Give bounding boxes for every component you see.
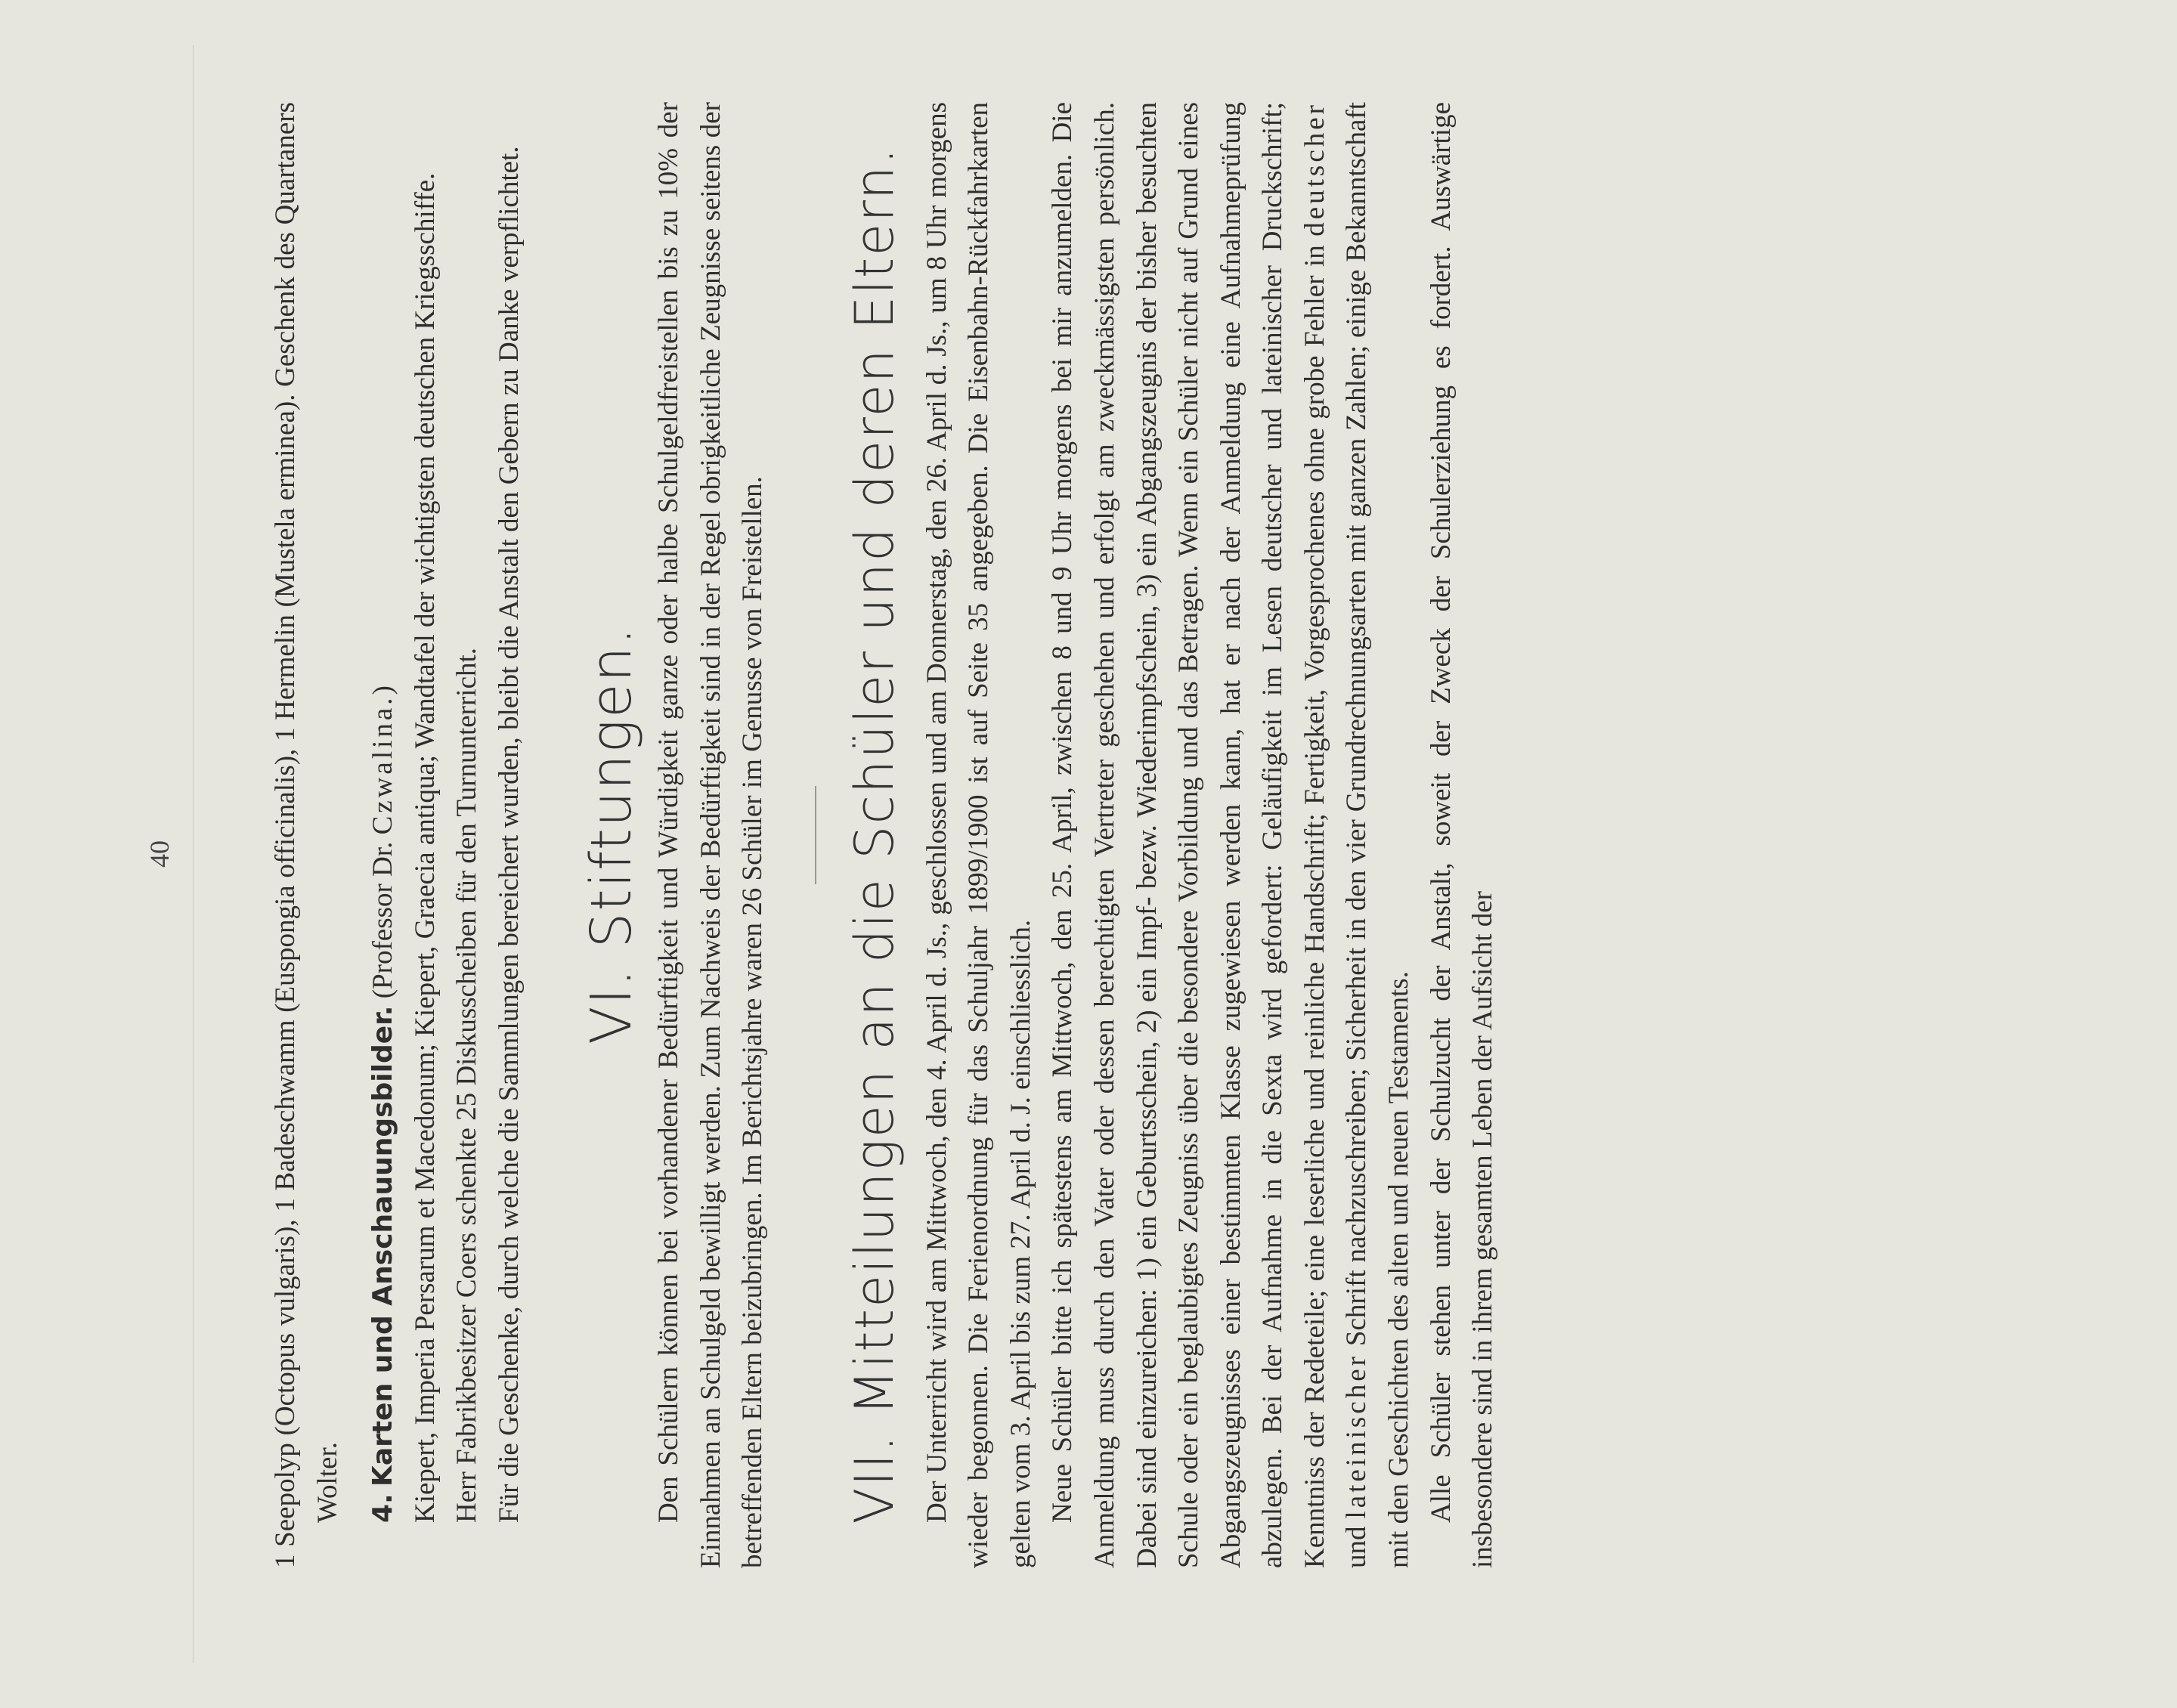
stiftungen-paragraph: Den Schülern können bei vorhandener Bedürftigkeit und Würdigkeit ganze oder halbe Schulgeldfreistellen bis zu 10% der Einnahmen an Schulgeld bewilligt werden. Zum Nachweis der Bedürftigkeit sind in der Regel obrigkeitliche Zeugnisse seitens der betreffenden Eltern beizubringen. Im Berichtsjahre waren 26 Schüler im Genusse von Freistellen. (653, 102, 769, 1568)
maps-paragraph: Kiepert, Imperia Persarum et Macedonum; Kiepert, Graecia antiqua; Wandtafel der wichtigsten deutschen Kriegsschiffe. (409, 172, 441, 1523)
vii-paragraph-2 (1042, 102, 1420, 1568)
page-number: 40 (144, 840, 175, 868)
vii-paragraph-2-part-a: Neue Schüler bitte ich spätestens am Mittwoch, den 25. April, zwischen 8 und 9 Uhr morgens bei mir anzumelden. Die Anmeldung muss durch den Vater oder dessen berechtigten Vertreter geschehen und erfolgt am zweckmässigsten persönlich. Dabei sind einzureichen: 1) ein Geburtsschein, 2) ein Impf- bezw. Wiederimpfschein, 3) ein Abgangszeugnis der bisher besuchten Schule oder ein beglaubigtes Zeugniss über die besondere Vorbildung und das Betragen. Wenn ein Schüler nicht auf Grund eines Abgangszeugnisses einer bestimmten Klasse zugewiesen werden kann, hat er nach der Anmeldung eine Aufnahmeprüfung abzulegen. Bei der Aufnahme in die Sexta wird gefordert: Geläufigkeit im Lesen deutscher und lateinischer Druckschrift; Kenntniss der Redeteile; eine leserliche und reinliche Handschrift; Fertigkeit, Vorgesprochenes ohne grobe Fehler in (1047, 102, 1330, 1568)
spaced-word-deutscher: deutscher (1299, 101, 1330, 237)
professor-label: (Professor Dr. (367, 841, 399, 999)
vii-paragraph-3: Alle Schüler stehen unter der Schulzucht der Anstalt, soweit der Zweck der Schulerziehung es fordert. Auswärtige insbesondere sind in ihrem gesamten Leben der Aufsicht der (1425, 102, 1499, 1568)
collection-paragraph: 1 Seepolyp (Octopus vulgaris), 1 Badeschwamm (Euspongia officinalis), 1 Hermelin (Mustela erminea). Geschenk des Quartaners Wolter. (270, 102, 343, 1568)
vii-paragraph-2-und: und (1341, 1526, 1373, 1568)
subheading-title: Karten und Anschauungsbilder. (367, 1005, 399, 1487)
document-body (265, 102, 1504, 1568)
section-divider (815, 786, 816, 884)
professor-name: Czwalina.) (367, 682, 399, 835)
section-heading-vi: VI. Stiftungen. (578, 626, 644, 1044)
subheading-number: 4. (367, 1493, 399, 1523)
spaced-word-lateinischer: lateinischer (1341, 1354, 1373, 1519)
discus-paragraph: Herr Fabrikbesitzer Coers schenkte 25 Diskusscheiben für den Turnunterricht. (451, 647, 483, 1523)
section-heading-vii: VII. Mitteilungen an die Schüler und deren Eltern. (843, 146, 906, 1524)
thanks-paragraph: Für die Geschenke, durch welche die Sammlungen bereichert wurden, bleibt die Anstalt den Gebern zu Danke verpflichtet. (493, 146, 525, 1523)
vii-paragraph-2-part-c: Schrift nachzuschreiben; Sicherheit in den vier Grundrechnungsarten mit ganzen Zahlen; einige Bekanntschaft mit den Geschichten des alten und neuen Testaments. (1341, 101, 1415, 1568)
vii-paragraph-1: Der Unterricht wird am Mittwoch, den 4. April d. Js., geschlossen und am Donnerstag, den 26. April d. Js., um 8 Uhr morgens wieder begonnen. Die Ferienordnung für das Schuljahr 1899/1900 ist auf Seite 35 angegeben. Die Eisenbahn-Rückfahrkarten gelten vom 3. April bis zum 27. April d. J. einschliesslich. (921, 102, 1036, 1568)
subheading-maps (362, 102, 404, 1568)
top-rule (193, 45, 194, 1663)
